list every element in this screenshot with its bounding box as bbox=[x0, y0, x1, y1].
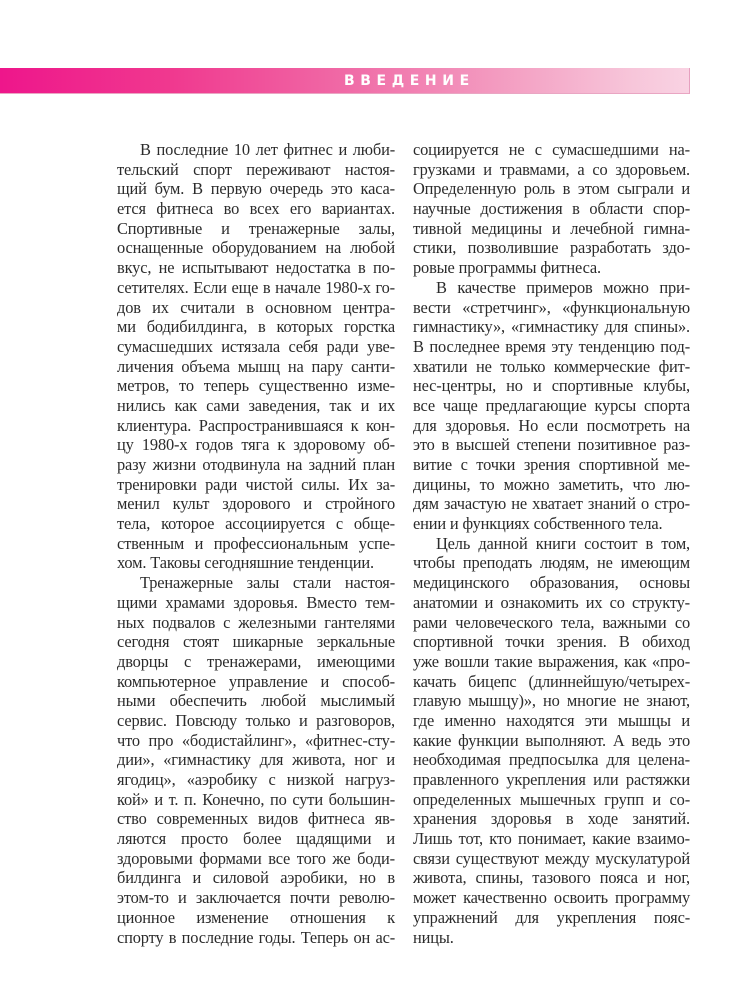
text-line: билдинга и силовой аэробики, но в bbox=[117, 868, 395, 888]
text-line: этом-то и заключается почти револю- bbox=[117, 888, 395, 908]
text-line: дицины, то можно заметить, что лю- bbox=[413, 474, 690, 494]
text-line: необходимая предпосылка для целена- bbox=[413, 750, 690, 770]
text-line: ении и функциях собственного тела. bbox=[413, 514, 663, 534]
text-line: щими храмами здоровья. Вместо тем- bbox=[117, 592, 395, 612]
text-line: вести «стретчинг», «функциональную bbox=[413, 297, 690, 317]
text-line: личения объема мышц на пару санти- bbox=[117, 356, 395, 376]
text-line: ягодиц», «аэробику с низкой нагруз- bbox=[117, 770, 395, 789]
text-line: какие функции выполняют. А ведь это bbox=[413, 730, 690, 750]
text-line: сетителях. Если еще в начале 1980-х го- bbox=[117, 277, 395, 297]
text-line: упражнений для укрепления пояс- bbox=[413, 907, 690, 927]
text-line: кой» и т. п. Конечно, по сути большин- bbox=[117, 789, 395, 809]
text-line: метров, то теперь существенно изме- bbox=[117, 376, 395, 396]
text-line: живота, спины, тазового пояса и ног, bbox=[413, 868, 690, 888]
text-line: ляются просто более щадящими и bbox=[117, 829, 395, 849]
text-line: грузками и травмами, а со здоровьем. bbox=[413, 159, 690, 179]
text-line: сумасшедших истязала себя ради уве- bbox=[117, 336, 395, 356]
text-line: менил культ здорового и стройного bbox=[117, 494, 395, 514]
text-line: Лишь тот, кто понимает, какие взаимо- bbox=[413, 829, 690, 849]
text-line: Цель данной книги состоит в том, bbox=[436, 533, 690, 553]
text-line: В последнее время эту тенденцию под- bbox=[413, 336, 690, 356]
text-line: ницы. bbox=[413, 927, 454, 947]
text-line: правленного укрепления или растяжки bbox=[413, 770, 690, 789]
text-line: Определенную роль в этом сыграли и bbox=[413, 179, 690, 199]
text-line: качать бицепс (длиннейшую/четырех- bbox=[413, 671, 690, 691]
text-line: дворцы с тренажерами, имеющими bbox=[117, 651, 395, 671]
text-line: витие с точки зрения спортивной ме- bbox=[413, 455, 690, 474]
section-title: ВВЕДЕНИЕ bbox=[344, 73, 475, 89]
text-line: спорту в последние годы. Теперь он ас- bbox=[117, 927, 395, 947]
text-line: ными обеспечить любой мыслимый bbox=[117, 691, 395, 711]
text-line: связи существуют между мускулатурой bbox=[413, 848, 690, 868]
text-line: хватили не только коммерческие фит- bbox=[413, 356, 690, 376]
text-line: научные достижения в области спор- bbox=[413, 199, 690, 219]
text-line: стики, позволившие разработать здо- bbox=[413, 238, 690, 258]
text-line: В последние 10 лет фитнес и люби- bbox=[140, 140, 395, 159]
text-line: щий бум. В первую очередь это каса- bbox=[117, 179, 395, 199]
text-line: ми бодибилдинга, в которых горстка bbox=[117, 317, 395, 337]
text-column-left bbox=[117, 140, 395, 947]
text-line: чтобы преподать людям, не имеющим bbox=[413, 553, 690, 573]
text-line: спортивной точки зрения. В обиход bbox=[413, 632, 690, 652]
text-line: Тренажерные залы стали настоя- bbox=[140, 573, 395, 593]
text-line: сервис. Повсюду только и разговоров, bbox=[117, 710, 395, 730]
text-line: тивной медицины и лечебной гимна- bbox=[413, 218, 690, 238]
text-line: ных подвалов с железными гантелями bbox=[117, 612, 395, 632]
text-line: нес-центры, но и спортивные клубы, bbox=[413, 376, 690, 396]
text-line: ство современных видов фитнеса яв- bbox=[117, 809, 395, 829]
text-line: здоровыми формами все того же боди- bbox=[117, 848, 395, 868]
text-line: тела, которое ассоциируется с обще- bbox=[117, 514, 395, 534]
text-line: хом. Таковы сегодняшние тенденции. bbox=[117, 553, 374, 573]
text-line: тренировки ради чистой силы. Их за- bbox=[117, 474, 395, 494]
text-line: уже вошли такие выражения, как «про- bbox=[413, 651, 690, 671]
text-line: ственным и профессиональным успе- bbox=[117, 533, 395, 553]
text-line: нились как сами заведения, так и их bbox=[117, 395, 395, 415]
text-line: где именно находятся эти мышцы и bbox=[413, 710, 690, 730]
text-line: В качестве примеров можно при- bbox=[436, 277, 690, 297]
text-line: медицинского образования, основы bbox=[413, 573, 690, 593]
text-line: рами человеческого тела, важными со bbox=[413, 612, 690, 632]
text-line: оснащенные оборудованием на любой bbox=[117, 238, 395, 258]
text-line: ется фитнеса во всех его вариантах. bbox=[117, 199, 395, 219]
text-line: гимнастику», «гимнастику для спины». bbox=[413, 317, 690, 337]
text-line: это в высшей степени позитивное раз- bbox=[413, 435, 690, 455]
text-line: тельский спорт переживают настоя- bbox=[117, 159, 395, 179]
text-line: главую мышцу)», но многие не знают, bbox=[413, 691, 690, 711]
text-line: хранения здоровья в ходе занятий. bbox=[413, 809, 690, 829]
text-line: компьютерное управление и способ- bbox=[117, 671, 395, 691]
text-line: разу жизни отодвинула на задний план bbox=[117, 455, 395, 474]
text-line: анатомии и ознакомить их со структу- bbox=[413, 592, 690, 612]
text-line: цу 1980-х годов тяга к здоровому об- bbox=[117, 435, 395, 455]
text-line: что про «бодистайлинг», «фитнес-сту- bbox=[117, 730, 395, 750]
text-column-right bbox=[413, 140, 690, 947]
text-line: дов их считали в основном центра- bbox=[117, 297, 395, 317]
text-line: вкус, не испытывают недостатка в по- bbox=[117, 258, 395, 278]
text-line: дии», «гимнастику для живота, ног и bbox=[117, 750, 395, 770]
text-line: может качественно освоить программу bbox=[413, 888, 690, 908]
text-line: социируется не с сумасшедшими на- bbox=[413, 140, 690, 159]
text-line: ционное изменение отношения к bbox=[117, 907, 395, 927]
text-line: Спортивные и тренажерные залы, bbox=[117, 218, 395, 238]
text-line: клиентура. Распространившаяся к кон- bbox=[117, 415, 395, 435]
text-line: определенных мышечных групп и со- bbox=[413, 789, 690, 809]
text-line: для здоровья. Но если посмотреть на bbox=[413, 415, 690, 435]
text-line: сегодня стоят шикарные зеркальные bbox=[117, 632, 395, 652]
text-line: ровые программы фитнеса. bbox=[413, 258, 601, 278]
text-line: дям зачастую не хватает знаний о стро- bbox=[413, 494, 690, 514]
text-line: все чаще предлагающие курсы спорта bbox=[413, 395, 690, 415]
